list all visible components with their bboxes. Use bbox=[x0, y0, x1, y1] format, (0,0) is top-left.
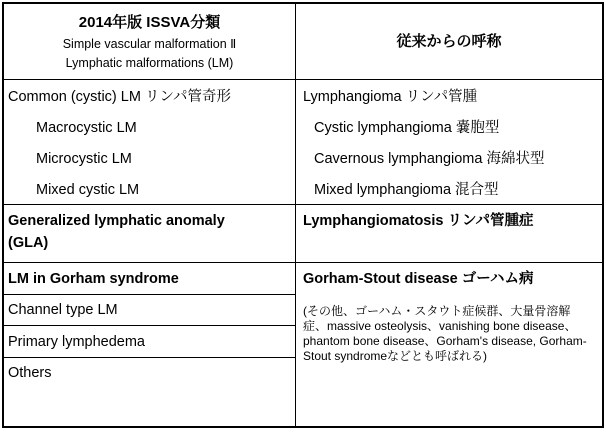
left-mixed-cystic-lm: Mixed cystic LM bbox=[36, 182, 140, 198]
row-divider-gla bbox=[2, 204, 604, 205]
header-left-subtitle-2: Lymphatic malformations (LM) bbox=[65, 56, 234, 70]
left-microcystic-lm: Microcystic LM bbox=[36, 151, 132, 167]
row-divider-lymphedema bbox=[2, 325, 296, 326]
right-mixed-lymphangioma: Mixed lymphangioma 混合型 bbox=[314, 182, 499, 198]
left-channel-type-lm: Channel type LM bbox=[8, 302, 118, 318]
left-macrocystic-lm: Macrocystic LM bbox=[36, 120, 137, 136]
row-divider-channel bbox=[2, 294, 296, 295]
left-primary-lymphedema: Primary lymphedema bbox=[8, 334, 145, 350]
header-divider bbox=[2, 79, 604, 80]
header-right-title: 従来からの呼称 bbox=[396, 33, 502, 50]
row-divider-others bbox=[2, 357, 296, 358]
table-border-bottom bbox=[2, 426, 604, 428]
column-divider bbox=[295, 2, 296, 428]
right-cavernous-lymphangioma: Cavernous lymphangioma 海綿状型 bbox=[314, 151, 545, 167]
left-others: Others bbox=[8, 365, 52, 381]
table-border-right bbox=[602, 2, 604, 428]
row-divider-gorham bbox=[2, 262, 604, 263]
left-lm-gorham: LM in Gorham syndrome bbox=[8, 271, 179, 287]
header-left-title: 2014年版 ISSVA分類 bbox=[78, 14, 221, 31]
table-border-top bbox=[2, 2, 604, 4]
left-gla-line-2: (GLA) bbox=[8, 235, 49, 251]
right-lymphangiomatosis: Lymphangiomatosis リンパ管腫症 bbox=[303, 213, 534, 229]
right-gorham-alias-note: (その他、ゴーハム・スタウト症候群、大量骨溶解症、massive osteolysis、vanishing bone disease、phantom bone disease、Gorham's disease, Gorham-Stout syndromeなどとも呼ばれる) bbox=[303, 304, 587, 363]
left-common-cystic-lm: Common (cystic) LM リンパ管奇形 bbox=[8, 89, 231, 105]
right-cystic-lymphangioma: Cystic lymphangioma 嚢胞型 bbox=[314, 120, 500, 136]
right-gorham-stout-disease: Gorham-Stout disease ゴーハム病 bbox=[303, 271, 534, 287]
right-lymphangioma: Lymphangioma リンパ管腫 bbox=[303, 89, 478, 105]
header-left-subtitle-1: Simple vascular malformation Ⅱ bbox=[62, 37, 237, 51]
left-gla-line-1: Generalized lymphatic anomaly bbox=[8, 213, 225, 229]
